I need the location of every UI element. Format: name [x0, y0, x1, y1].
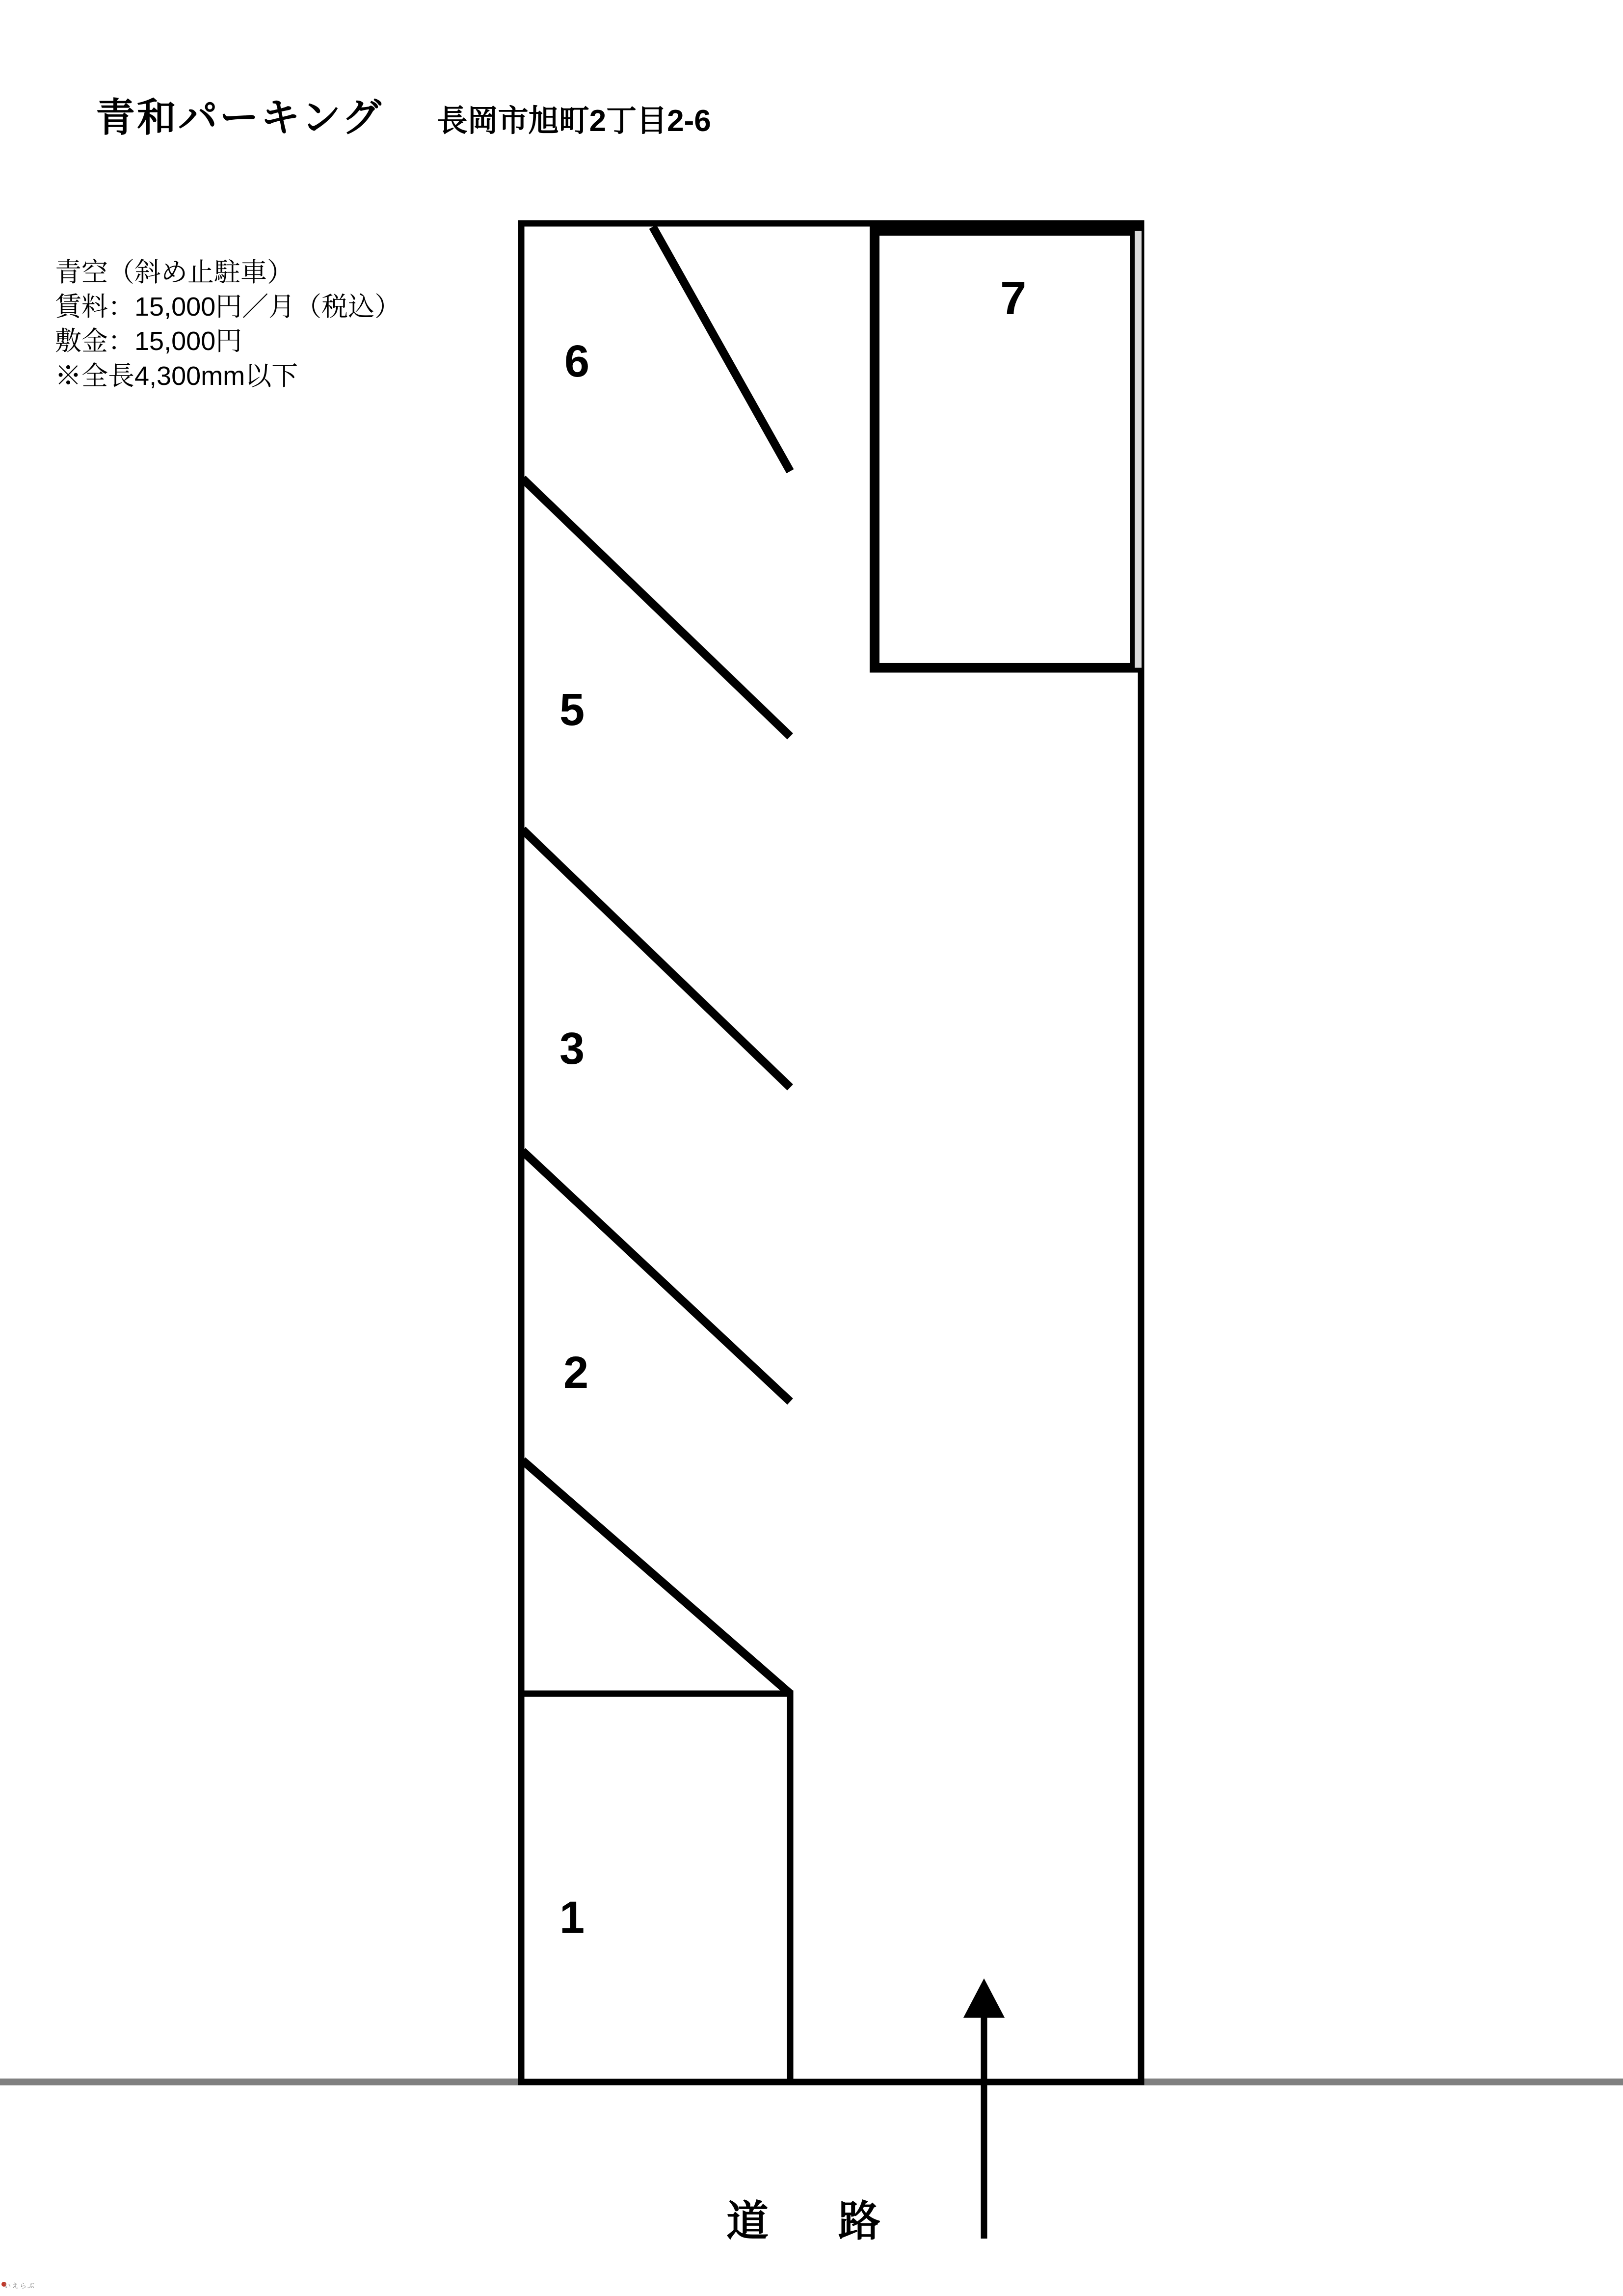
- footer-watermark: いえらぶ: [4, 2282, 35, 2290]
- stall-label-2: 2: [563, 1348, 589, 1398]
- stall-label-7: 7: [1000, 272, 1027, 324]
- info-line-deposit: 敷金：15,000円: [55, 326, 242, 356]
- property-address: 長岡市旭町2丁目2-6: [437, 104, 711, 138]
- page-title: 青和パーキング: [96, 96, 383, 139]
- info-line-type: 青空（斜め止駐車）: [55, 258, 293, 287]
- stall-label-6: 6: [564, 336, 590, 386]
- stall-label-3: 3: [559, 1024, 585, 1074]
- stall-7-shadow: [1135, 231, 1142, 668]
- stall-label-1: 1: [559, 1892, 585, 1943]
- stall-label-5: 5: [559, 685, 585, 735]
- entrance-arrow: [963, 1978, 1005, 2239]
- info-line-note: ※全長4,300mm以下: [55, 361, 298, 391]
- stall-1-outline: [521, 1694, 790, 2082]
- road-label: 道 路: [726, 2198, 894, 2245]
- info-line-rent: 賃料：15,000円／月（税込）: [55, 292, 401, 322]
